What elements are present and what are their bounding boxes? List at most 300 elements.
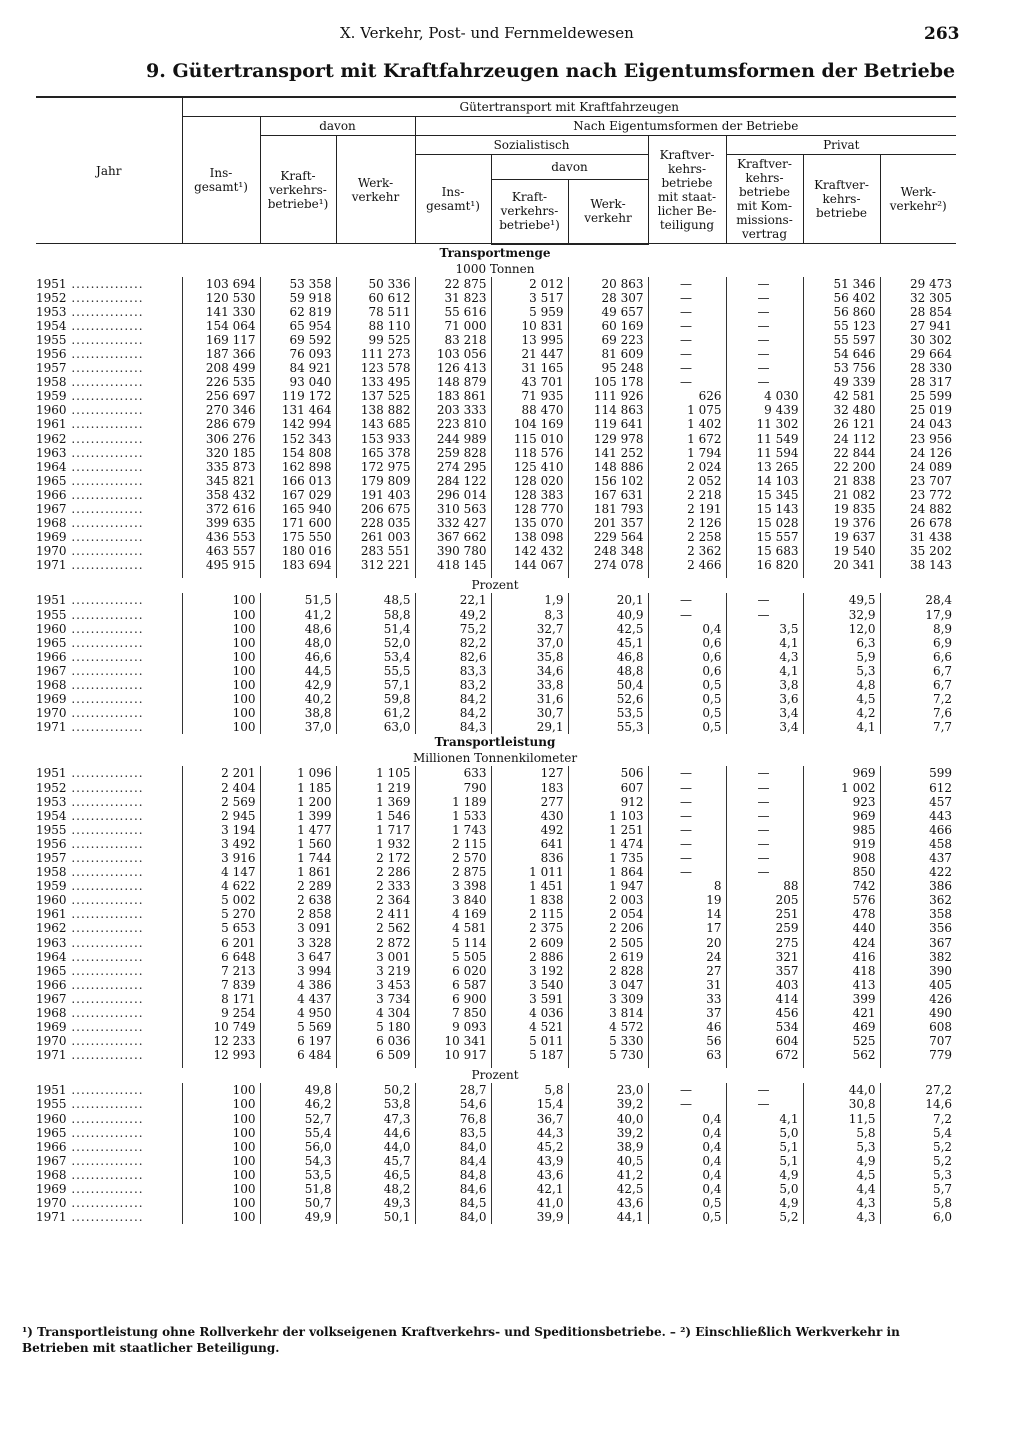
value-cell: 30,7 — [491, 706, 568, 720]
value-cell: 2 875 — [415, 865, 491, 879]
value-cell: 5 114 — [415, 936, 491, 950]
year-label: 1956 — [36, 346, 67, 361]
value-cell: 2 638 — [260, 893, 336, 907]
value-cell: — — [648, 608, 726, 622]
year-label: 1955 — [36, 1097, 67, 1112]
year-cell — [36, 593, 182, 607]
value-cell: 41,0 — [491, 1196, 568, 1210]
value-cell: 2 858 — [260, 907, 336, 921]
table-row — [36, 305, 956, 319]
value-cell: 78 511 — [336, 305, 415, 319]
table-row — [36, 781, 956, 795]
year-cell — [36, 1210, 182, 1224]
value-cell: 24 882 — [880, 502, 956, 516]
value-cell: 131 464 — [260, 403, 336, 417]
value-cell: 46,8 — [568, 650, 648, 664]
value-cell: 416 — [803, 950, 880, 964]
value-cell: 42,9 — [260, 678, 336, 692]
value-cell: 127 — [491, 766, 568, 780]
value-cell: 4,1 — [726, 636, 803, 650]
value-cell: 5 180 — [336, 1020, 415, 1034]
value-cell: 55,3 — [568, 720, 648, 734]
value-cell: 148 886 — [568, 460, 648, 474]
col-header-top: Gütertransport mit Kraftfahrzeugen — [182, 97, 956, 117]
value-cell: 2 024 — [648, 460, 726, 474]
value-cell: 2 886 — [491, 950, 568, 964]
value-cell: 413 — [803, 978, 880, 992]
year-label: 1960 — [36, 1111, 67, 1126]
value-cell: 5 569 — [260, 1020, 336, 1034]
value-cell: 43,6 — [491, 1168, 568, 1182]
year-cell — [36, 1126, 182, 1140]
value-cell: 2 562 — [336, 921, 415, 935]
year-cell — [36, 1083, 182, 1097]
value-cell: 436 553 — [182, 530, 260, 544]
year-cell — [36, 319, 182, 333]
value-cell: 10 917 — [415, 1048, 491, 1062]
value-cell: 259 — [726, 921, 803, 935]
value-cell: 21 082 — [803, 488, 880, 502]
value-cell: 40,2 — [260, 692, 336, 706]
value-cell: 5,2 — [880, 1140, 956, 1154]
value-cell: 5,8 — [880, 1196, 956, 1210]
value-cell: — — [648, 1083, 726, 1097]
leader-dots: ............... — [66, 692, 144, 707]
value-cell: 28 307 — [568, 291, 648, 305]
year-label: 1951 — [36, 276, 67, 291]
value-cell: 286 679 — [182, 417, 260, 431]
value-cell: 82,2 — [415, 636, 491, 650]
table-row — [36, 795, 956, 809]
value-cell: 167 631 — [568, 488, 648, 502]
value-cell: 0,5 — [648, 1196, 726, 1210]
value-cell: 1 251 — [568, 823, 648, 837]
leader-dots: ............... — [66, 678, 144, 693]
value-cell: 7,2 — [880, 1112, 956, 1126]
value-cell: 358 — [880, 907, 956, 921]
value-cell: 53,8 — [336, 1097, 415, 1111]
value-cell: 56 860 — [803, 305, 880, 319]
year-label: 1970 — [36, 544, 67, 559]
value-cell: 13 995 — [491, 333, 568, 347]
value-cell: 100 — [182, 1168, 260, 1182]
value-cell: 6 020 — [415, 964, 491, 978]
year-cell — [36, 706, 182, 720]
value-cell: 55 616 — [415, 305, 491, 319]
value-cell: 123 578 — [336, 361, 415, 375]
value-cell: 0,4 — [648, 1168, 726, 1182]
value-cell: 15 557 — [726, 530, 803, 544]
table-row — [36, 1168, 956, 1182]
value-cell: 154 808 — [260, 446, 336, 460]
value-cell: 6 509 — [336, 1048, 415, 1062]
value-cell: 23 772 — [880, 488, 956, 502]
value-cell: 84,0 — [415, 1140, 491, 1154]
leader-dots: ............... — [66, 318, 144, 333]
value-cell: 135 070 — [491, 516, 568, 530]
value-cell: 203 333 — [415, 403, 491, 417]
value-cell: 205 — [726, 893, 803, 907]
value-cell: 50,4 — [568, 678, 648, 692]
leader-dots: ............... — [66, 431, 144, 446]
value-cell: 31 823 — [415, 291, 491, 305]
table-row — [36, 893, 956, 907]
value-cell: 5 330 — [568, 1034, 648, 1048]
col-header-kommission: Kraftver- kehrs- betriebe mit Kom- missions- vertrag — [726, 155, 803, 244]
value-cell: 6 036 — [336, 1034, 415, 1048]
value-cell: 458 — [880, 837, 956, 851]
table-row — [36, 516, 956, 530]
value-cell: 172 975 — [336, 460, 415, 474]
value-cell: 58,8 — [336, 608, 415, 622]
col-header-davon: davon — [260, 117, 415, 136]
value-cell: 111 926 — [568, 389, 648, 403]
value-cell: 456 — [726, 1006, 803, 1020]
value-cell: 128 770 — [491, 502, 568, 516]
year-label: 1971 — [36, 1048, 67, 1063]
value-cell: 15 683 — [726, 544, 803, 558]
year-cell — [36, 460, 182, 474]
value-cell: 128 383 — [491, 488, 568, 502]
value-cell: 1 002 — [803, 781, 880, 795]
year-label: 1970 — [36, 1196, 67, 1211]
value-cell: 118 576 — [491, 446, 568, 460]
value-cell: 2 375 — [491, 921, 568, 935]
value-cell: — — [648, 837, 726, 851]
year-cell — [36, 879, 182, 893]
value-cell: 38,8 — [260, 706, 336, 720]
value-cell: 129 978 — [568, 432, 648, 446]
year-label: 1960 — [36, 403, 67, 418]
value-cell: 34,6 — [491, 664, 568, 678]
value-cell: 633 — [415, 766, 491, 780]
value-cell: 490 — [880, 1006, 956, 1020]
leader-dots: ............... — [66, 1097, 144, 1112]
value-cell: 84,2 — [415, 706, 491, 720]
value-cell: 111 273 — [336, 347, 415, 361]
year-cell — [36, 291, 182, 305]
value-cell: 59 918 — [260, 291, 336, 305]
page-number: 263 — [924, 24, 960, 44]
section-unit: Prozent — [471, 1068, 519, 1083]
value-cell: 5,1 — [726, 1140, 803, 1154]
leader-dots: ............... — [66, 706, 144, 721]
year-label: 1969 — [36, 692, 67, 707]
value-cell: 60 612 — [336, 291, 415, 305]
value-cell: 51,8 — [260, 1182, 336, 1196]
value-cell: — — [726, 347, 803, 361]
value-cell: 969 — [803, 766, 880, 780]
value-cell: 37 — [648, 1006, 726, 1020]
value-cell: 26 121 — [803, 417, 880, 431]
year-cell — [36, 530, 182, 544]
leader-dots: ............... — [66, 1020, 144, 1035]
value-cell: 2 872 — [336, 936, 415, 950]
col-header-privat: Privat — [726, 136, 956, 155]
table-row — [36, 1006, 956, 1020]
year-label: 1966 — [36, 977, 67, 992]
value-cell: 4 304 — [336, 1006, 415, 1020]
value-cell: 6 484 — [260, 1048, 336, 1062]
value-cell: — — [726, 1083, 803, 1097]
value-cell: — — [648, 347, 726, 361]
value-cell: 1 864 — [568, 865, 648, 879]
value-cell: 1 474 — [568, 837, 648, 851]
leader-dots: ............... — [66, 1006, 144, 1020]
table-row — [36, 319, 956, 333]
value-cell: 6 587 — [415, 978, 491, 992]
value-cell: 71 935 — [491, 389, 568, 403]
year-cell — [36, 347, 182, 361]
leader-dots: ............... — [66, 1196, 144, 1211]
value-cell: 88 110 — [336, 319, 415, 333]
value-cell: 36,7 — [491, 1112, 568, 1126]
value-cell: 44,3 — [491, 1126, 568, 1140]
year-cell — [36, 1006, 182, 1020]
leader-dots: ............... — [66, 808, 144, 823]
year-label: 1967 — [36, 502, 67, 516]
value-cell: 141 330 — [182, 305, 260, 319]
value-cell: 357 — [726, 964, 803, 978]
leader-dots: ............... — [66, 963, 144, 978]
value-cell: 332 427 — [415, 516, 491, 530]
value-cell: 100 — [182, 1112, 260, 1126]
value-cell: 183 694 — [260, 558, 336, 572]
value-cell: 153 933 — [336, 432, 415, 446]
value-cell: 443 — [880, 809, 956, 823]
value-cell: 2 003 — [568, 893, 648, 907]
value-cell: 274 078 — [568, 558, 648, 572]
value-cell: 175 550 — [260, 530, 336, 544]
value-cell: 4,1 — [803, 720, 880, 734]
leader-dots: ............... — [66, 1182, 144, 1197]
col-header-soz-werk: Werk- verkehr — [568, 180, 648, 244]
year-label: 1951 — [36, 766, 67, 781]
value-cell: 30 302 — [880, 333, 956, 347]
table-row — [36, 403, 956, 417]
year-label: 1959 — [36, 879, 67, 894]
value-cell: 27 — [648, 964, 726, 978]
year-cell — [36, 277, 182, 291]
value-cell: — — [648, 823, 726, 837]
value-cell: 0,5 — [648, 692, 726, 706]
value-cell: 52,6 — [568, 692, 648, 706]
year-label: 1966 — [36, 1139, 67, 1154]
table-row — [36, 1126, 956, 1140]
value-cell: 2 201 — [182, 766, 260, 780]
leader-dots: ............... — [66, 836, 144, 851]
value-cell: 59,8 — [336, 692, 415, 706]
leader-dots: ............... — [66, 502, 144, 516]
value-cell: 100 — [182, 1196, 260, 1210]
leader-dots: ............... — [66, 921, 144, 936]
value-cell: 626 — [648, 389, 726, 403]
value-cell: 1 838 — [491, 893, 568, 907]
value-cell: 3 194 — [182, 823, 260, 837]
value-cell: 60 169 — [568, 319, 648, 333]
value-cell: 3 453 — [336, 978, 415, 992]
table-row — [36, 978, 956, 992]
value-cell: 21 447 — [491, 347, 568, 361]
table-row — [36, 1154, 956, 1168]
value-cell: 15 143 — [726, 502, 803, 516]
value-cell: 44,0 — [336, 1140, 415, 1154]
value-cell: 3 047 — [568, 978, 648, 992]
value-cell: 14 — [648, 907, 726, 921]
value-cell: 226 535 — [182, 375, 260, 389]
value-cell: 6 201 — [182, 936, 260, 950]
table-row — [36, 809, 956, 823]
value-cell: 437 — [880, 851, 956, 865]
value-cell: 53,4 — [336, 650, 415, 664]
value-cell: 12,0 — [803, 622, 880, 636]
value-cell: 2 466 — [648, 558, 726, 572]
year-label: 1965 — [36, 635, 67, 650]
value-cell: 2 289 — [260, 879, 336, 893]
value-cell: 26 678 — [880, 516, 956, 530]
value-cell: 1 546 — [336, 809, 415, 823]
value-cell: 9 254 — [182, 1006, 260, 1020]
value-cell: 181 793 — [568, 502, 648, 516]
leader-dots: ............... — [66, 991, 144, 1006]
value-cell: 133 495 — [336, 375, 415, 389]
value-cell: 11,5 — [803, 1112, 880, 1126]
year-label: 1968 — [36, 678, 67, 693]
value-cell: 83,5 — [415, 1126, 491, 1140]
value-cell: 57,1 — [336, 678, 415, 692]
value-cell: 71 000 — [415, 319, 491, 333]
value-cell: 3 091 — [260, 921, 336, 935]
year-cell — [36, 978, 182, 992]
value-cell: 312 221 — [336, 558, 415, 572]
leader-dots: ............... — [66, 332, 144, 347]
leader-dots: ............... — [66, 822, 144, 837]
value-cell: 6,6 — [880, 650, 956, 664]
year-label: 1963 — [36, 445, 67, 460]
col-header-staatlich: Kraftver- kehrs- betriebe mit staat- licher Be- teiligung — [648, 136, 726, 244]
table-row — [36, 1020, 956, 1034]
value-cell: 143 685 — [336, 417, 415, 431]
year-cell — [36, 936, 182, 950]
value-cell: 62 819 — [260, 305, 336, 319]
value-cell: — — [726, 795, 803, 809]
year-cell — [36, 389, 182, 403]
value-cell: 8 171 — [182, 992, 260, 1006]
value-cell: 88 470 — [491, 403, 568, 417]
value-cell: 356 — [880, 921, 956, 935]
value-cell: 51,5 — [260, 593, 336, 607]
value-cell: 23,0 — [568, 1083, 648, 1097]
value-cell: 2 411 — [336, 907, 415, 921]
leader-dots: ............... — [66, 865, 144, 880]
value-cell: 7,7 — [880, 720, 956, 734]
value-cell: 612 — [880, 781, 956, 795]
value-cell: 3 517 — [491, 291, 568, 305]
table-row — [36, 488, 956, 502]
value-cell: 100 — [182, 1210, 260, 1224]
value-cell: 138 882 — [336, 403, 415, 417]
value-cell: 23 956 — [880, 432, 956, 446]
value-cell: 10 341 — [415, 1034, 491, 1048]
value-cell: 4 147 — [182, 865, 260, 879]
value-cell: 2 218 — [648, 488, 726, 502]
value-cell: 7,6 — [880, 706, 956, 720]
value-cell: 1 369 — [336, 795, 415, 809]
value-cell: 45,7 — [336, 1154, 415, 1168]
value-cell: 6 648 — [182, 950, 260, 964]
leader-dots: ............... — [66, 907, 144, 922]
col-header-soz-kraft: Kraft- verkehrs- betriebe¹) — [491, 180, 568, 244]
value-cell: 5,1 — [726, 1154, 803, 1168]
year-label: 1962 — [36, 921, 67, 936]
value-cell: 28,7 — [415, 1083, 491, 1097]
value-cell: 37,0 — [260, 720, 336, 734]
value-cell: 53,5 — [568, 706, 648, 720]
value-cell: 120 530 — [182, 291, 260, 305]
value-cell: 49,3 — [336, 1196, 415, 1210]
year-cell — [36, 678, 182, 692]
value-cell: 55 123 — [803, 319, 880, 333]
col-header-werkverkehr: Werk- verkehr — [336, 136, 415, 244]
value-cell: — — [726, 305, 803, 319]
value-cell: 13 265 — [726, 460, 803, 474]
value-cell: 3,6 — [726, 692, 803, 706]
table-row — [36, 692, 956, 706]
year-cell — [36, 608, 182, 622]
year-cell — [36, 1097, 182, 1111]
value-cell: 5,2 — [880, 1154, 956, 1168]
year-label: 1968 — [36, 1006, 67, 1020]
leader-dots: ............... — [66, 1034, 144, 1049]
value-cell: 418 — [803, 964, 880, 978]
col-header-insgesamt: Ins- gesamt¹) — [182, 117, 260, 244]
value-cell: 19 376 — [803, 516, 880, 530]
value-cell: 82,6 — [415, 650, 491, 664]
value-cell: 100 — [182, 678, 260, 692]
value-cell: 1 947 — [568, 879, 648, 893]
value-cell: 30,8 — [803, 1097, 880, 1111]
value-cell: 48,5 — [336, 593, 415, 607]
value-cell: 2 569 — [182, 795, 260, 809]
value-cell: 457 — [880, 795, 956, 809]
year-label: 1961 — [36, 907, 67, 922]
year-cell — [36, 851, 182, 865]
value-cell: 1 717 — [336, 823, 415, 837]
value-cell: 421 — [803, 1006, 880, 1020]
year-cell — [36, 361, 182, 375]
value-cell: — — [726, 823, 803, 837]
value-cell: — — [726, 608, 803, 622]
table-row — [36, 678, 956, 692]
value-cell: 42,1 — [491, 1182, 568, 1196]
value-cell: 4,9 — [803, 1154, 880, 1168]
value-cell: 63 — [648, 1048, 726, 1062]
year-cell — [36, 950, 182, 964]
leader-dots: ............... — [66, 346, 144, 361]
value-cell: 2 115 — [415, 837, 491, 851]
table-row — [36, 766, 956, 780]
value-cell: 506 — [568, 766, 648, 780]
value-cell: — — [726, 781, 803, 795]
value-cell: 296 014 — [415, 488, 491, 502]
value-cell: 4,2 — [803, 706, 880, 720]
year-cell — [36, 823, 182, 837]
value-cell: 42,5 — [568, 1182, 648, 1196]
table-body — [36, 244, 956, 1225]
year-cell — [36, 1140, 182, 1154]
value-cell: 223 810 — [415, 417, 491, 431]
year-label: 1971 — [36, 1210, 67, 1225]
